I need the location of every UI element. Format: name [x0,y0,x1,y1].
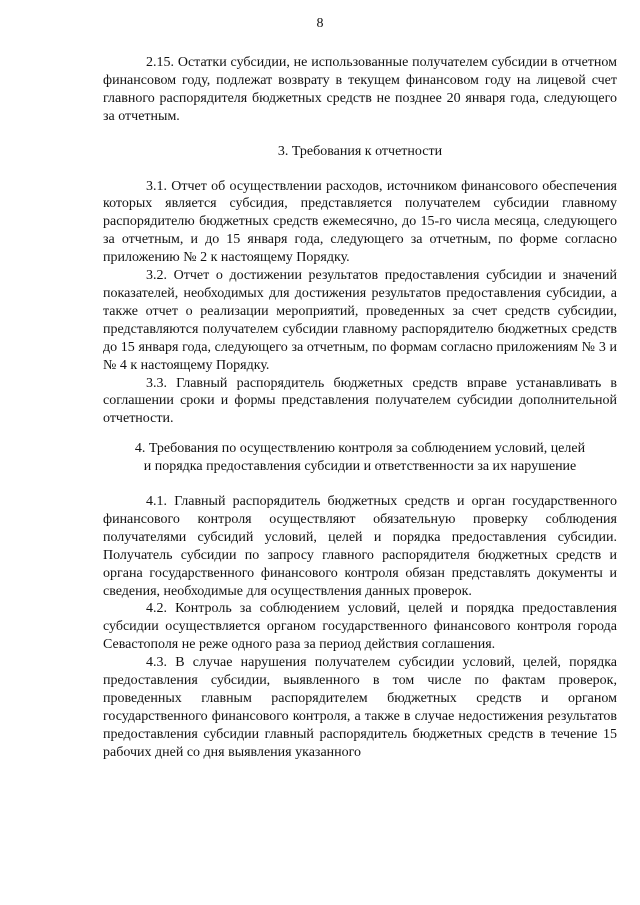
paragraph-3-2: 3.2. Отчет о достижении результатов предоставления субсидии и значений показателей, необходимых для достижения результатов предоставления субсидии, а также отчет о реализации мероприятий, проведенных за счет средств субсидии, представляются получателем субсидии главному распорядителю бюджетных средств до 15 января года, следующего за отчетным, по формам согласно приложениям № 3 и № 4 к настоящему Порядку. [103,268,617,373]
section-3-heading: 3. Требования к отчетности [277,143,443,159]
paragraph-3-3: 3.3. Главный распорядитель бюджетных средств вправе устанавливать в соглашении сроки и формы представления получателем субсидии дополнительной отчетности. [103,375,617,427]
paragraph-4-2: 4.2. Контроль за соблюдением условий, целей и порядка предоставления субсидии осуществляется органом государственного финансового контроля города Севастополя не реже одного раза за период действия соглашения. [103,601,617,653]
section-4-heading [103,440,617,476]
paragraph-4-3: 4.3. В случае нарушения получателем субсидии условий, целей, порядка предоставления субсидии, выявленного в том числе по фактам проверок, проведенных главным распорядителем бюджетных средств и органом государственного финансового контроля, а также в случае недостижения результатов предоставления субсидии главный распорядитель бюджетных средств в течение 15 рабочих дней со дня выявления указанного [103,655,617,760]
paragraph-4-1: 4.1. Главный распорядитель бюджетных средств и орган государственного финансового контроля осуществляют обязательную проверку соблюдения получателями субсидий условий, целей и порядка предоставления субсидии. Получатель субсидии по запросу главного распорядителя бюджетных средств и органа государственного финансового контроля обязан представлять документы и сведения, необходимые для осуществления данных проверок. [103,494,617,599]
section-4-heading-line2: и порядка предоставления субсидии и ответственности за их нарушение [143,459,577,475]
page-number: 8 [316,16,324,31]
paragraph-3-1: 3.1. Отчет об осуществлении расходов, источником финансового обеспечения которых является субсидия, представляется получателем субсидии главному распорядителю бюджетных средств ежемесячно, до 15-го числа месяца, следующего за отчетным, и до 15 января года, следующего за отчетным, по форме согласно приложению № 2 к настоящему Порядку. [103,178,617,266]
document-body [103,54,617,762]
paragraph-2-15: 2.15. Остатки субсидии, не использованные получателем субсидии в отчетном финансовом году, подлежат возврату в текущем финансовом году на лицевой счет главного распорядителя бюджетных средств не позднее 20 января года, следующего за отчетным. [103,55,617,124]
section-4-heading-line1: 4. Требования по осуществлению контроля за соблюдением условий, целей [134,441,586,457]
